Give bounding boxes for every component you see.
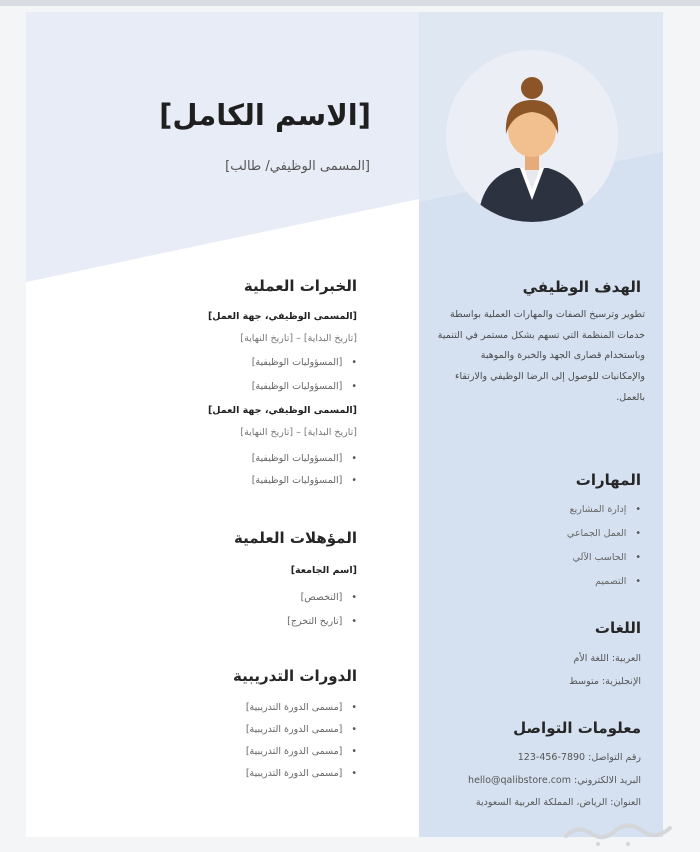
bullet-icon: • <box>635 504 641 515</box>
list-item: •[مسمى الدورة التدريبية] <box>245 746 357 757</box>
skills-heading: المهارات <box>575 471 641 489</box>
female-avatar-icon <box>446 50 618 222</box>
list-item: •العمل الجماعي <box>566 528 641 539</box>
list-item: •[المسؤوليات الوظيفية] <box>251 475 357 486</box>
objective-heading: الهدف الوظيفي <box>522 278 641 296</box>
list-item: •[مسمى الدورة التدريبية] <box>245 702 357 713</box>
list-item: •الحاسب الآلي <box>572 552 641 563</box>
contact-email-row <box>468 775 641 786</box>
courses-heading: الدورات التدريبية <box>232 667 357 685</box>
bullet-icon: • <box>351 357 357 368</box>
bullet-icon: • <box>351 453 357 464</box>
experience-position: [المسمى الوظيفي، جهة العمل] <box>207 405 357 416</box>
full-name: [الاسم الكامل] <box>159 98 371 132</box>
language-item: الإنجليزية: متوسط <box>569 676 641 687</box>
avatar <box>446 50 618 222</box>
contact-email-label: البريد الالكتروني: <box>574 775 641 786</box>
list-item: •[تاريخ التخرج] <box>287 616 357 627</box>
contact-heading: معلومات التواصل <box>513 719 641 737</box>
bullet-icon: • <box>635 528 641 539</box>
list-item: •[مسمى الدورة التدريبية] <box>245 724 357 735</box>
list-item: •[التخصص] <box>300 592 357 603</box>
list-item: •[مسمى الدورة التدريبية] <box>245 768 357 779</box>
bullet-icon: • <box>635 552 641 563</box>
experience-dates: [تاريخ البداية] – [تاريخ النهاية] <box>240 427 357 438</box>
bullet-icon: • <box>351 616 357 627</box>
resume-sheet <box>26 12 663 837</box>
top-divider <box>0 0 700 6</box>
job-title: [المسمى الوظيفي/ طالب] <box>225 159 370 174</box>
bullet-icon: • <box>351 724 357 735</box>
bullet-icon: • <box>351 592 357 603</box>
bullet-icon: • <box>635 576 641 587</box>
contact-email: hello@qalibstore.com <box>468 775 572 786</box>
list-item: •[المسؤوليات الوظيفية] <box>251 381 357 392</box>
bullet-icon: • <box>351 381 357 392</box>
contact-address: العنوان: الرياض، المملكة العربية السعودية <box>475 797 641 808</box>
bullet-icon: • <box>351 768 357 779</box>
list-item: •[المسؤوليات الوظيفية] <box>251 357 357 368</box>
bullet-icon: • <box>351 475 357 486</box>
languages-heading: اللغات <box>594 619 641 637</box>
header-banner <box>26 12 419 282</box>
bullet-icon: • <box>351 746 357 757</box>
experience-position: [المسمى الوظيفي، جهة العمل] <box>207 311 357 322</box>
contact-phone: رقم التواصل: 7890-456-123 <box>517 752 641 763</box>
haraj-watermark-icon <box>558 818 678 848</box>
university-name: [اسم الجامعة] <box>290 565 357 576</box>
objective-text: تطوير وترسيخ الصفات والمهارات العملية بواسطة خدمات المنظمة التي تسهم بشكل مستمر في التنمية وباستخدام قصارى الجهد والخبرة والموهبة والإمكانيات للوصول إلى الرضا الوظيفي والارتقاء بالعمل. <box>437 309 645 403</box>
education-heading: المؤهلات العلمية <box>234 529 357 547</box>
experience-heading: الخبرات العملية <box>243 277 357 295</box>
bullet-icon: • <box>351 702 357 713</box>
list-item: •إدارة المشاريع <box>569 504 641 515</box>
list-item: •[المسؤوليات الوظيفية] <box>251 453 357 464</box>
experience-dates: [تاريخ البداية] – [تاريخ النهاية] <box>240 333 357 344</box>
language-item: العربية: اللغة الأم <box>573 653 641 664</box>
list-item: •التصميم <box>595 576 641 587</box>
